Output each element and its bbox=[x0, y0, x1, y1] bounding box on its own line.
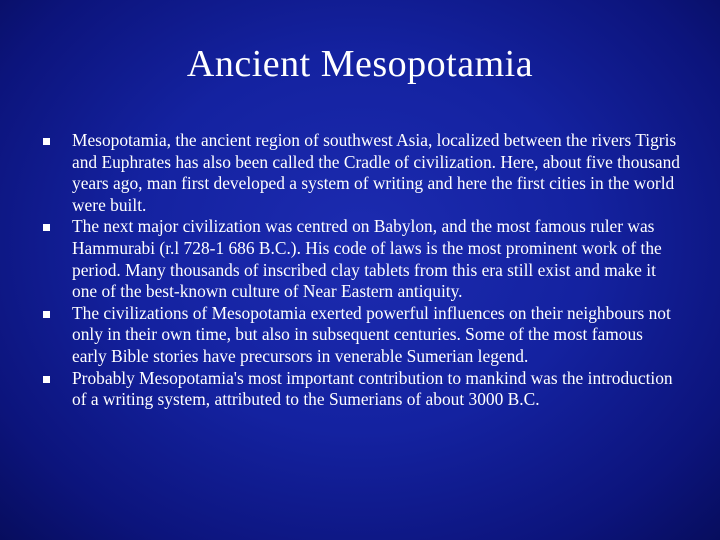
bullet-item bbox=[40, 216, 680, 302]
bullet-text: Mesopotamia, the ancient region of southwest Asia, localized between the rivers Tigris and Euphrates has also been called the Cradle of civilization. Here, about five thousand years ago, man first developed a system of writing and here the first cities in the world were built. bbox=[72, 130, 680, 215]
square-bullet-icon bbox=[43, 138, 50, 145]
square-bullet-icon bbox=[43, 224, 50, 231]
bullet-text: The next major civilization was centred on Babylon, and the most famous ruler was Hammurabi (r.l 728-1 686 B.C.). His code of laws is the most prominent work of the period. Many thousands of inscribed clay tablets from this era still exist and make it one of the best-known culture of Near Eastern antiquity. bbox=[72, 216, 662, 302]
bullet-text: The civilizations of Mesopotamia exerted powerful influences on their neighbours not only in their own time, but also in subsequent centuries. Some of the most famous early Bible stories have precursors in venerable Sumerian legend. bbox=[72, 302, 671, 366]
bullet-item bbox=[40, 368, 680, 411]
square-bullet-icon bbox=[43, 311, 50, 318]
bullet-text: Probably Mesopotamia's most important contribution to mankind was the introduction of a writing system, attributed to the Sumerians of about 3000 B.C. bbox=[72, 367, 673, 410]
square-bullet-icon bbox=[43, 376, 50, 383]
bullet-item bbox=[40, 130, 680, 216]
bullet-list bbox=[40, 130, 680, 411]
bullet-item bbox=[40, 303, 680, 368]
slide-title: Ancient Mesopotamia bbox=[186, 43, 534, 85]
